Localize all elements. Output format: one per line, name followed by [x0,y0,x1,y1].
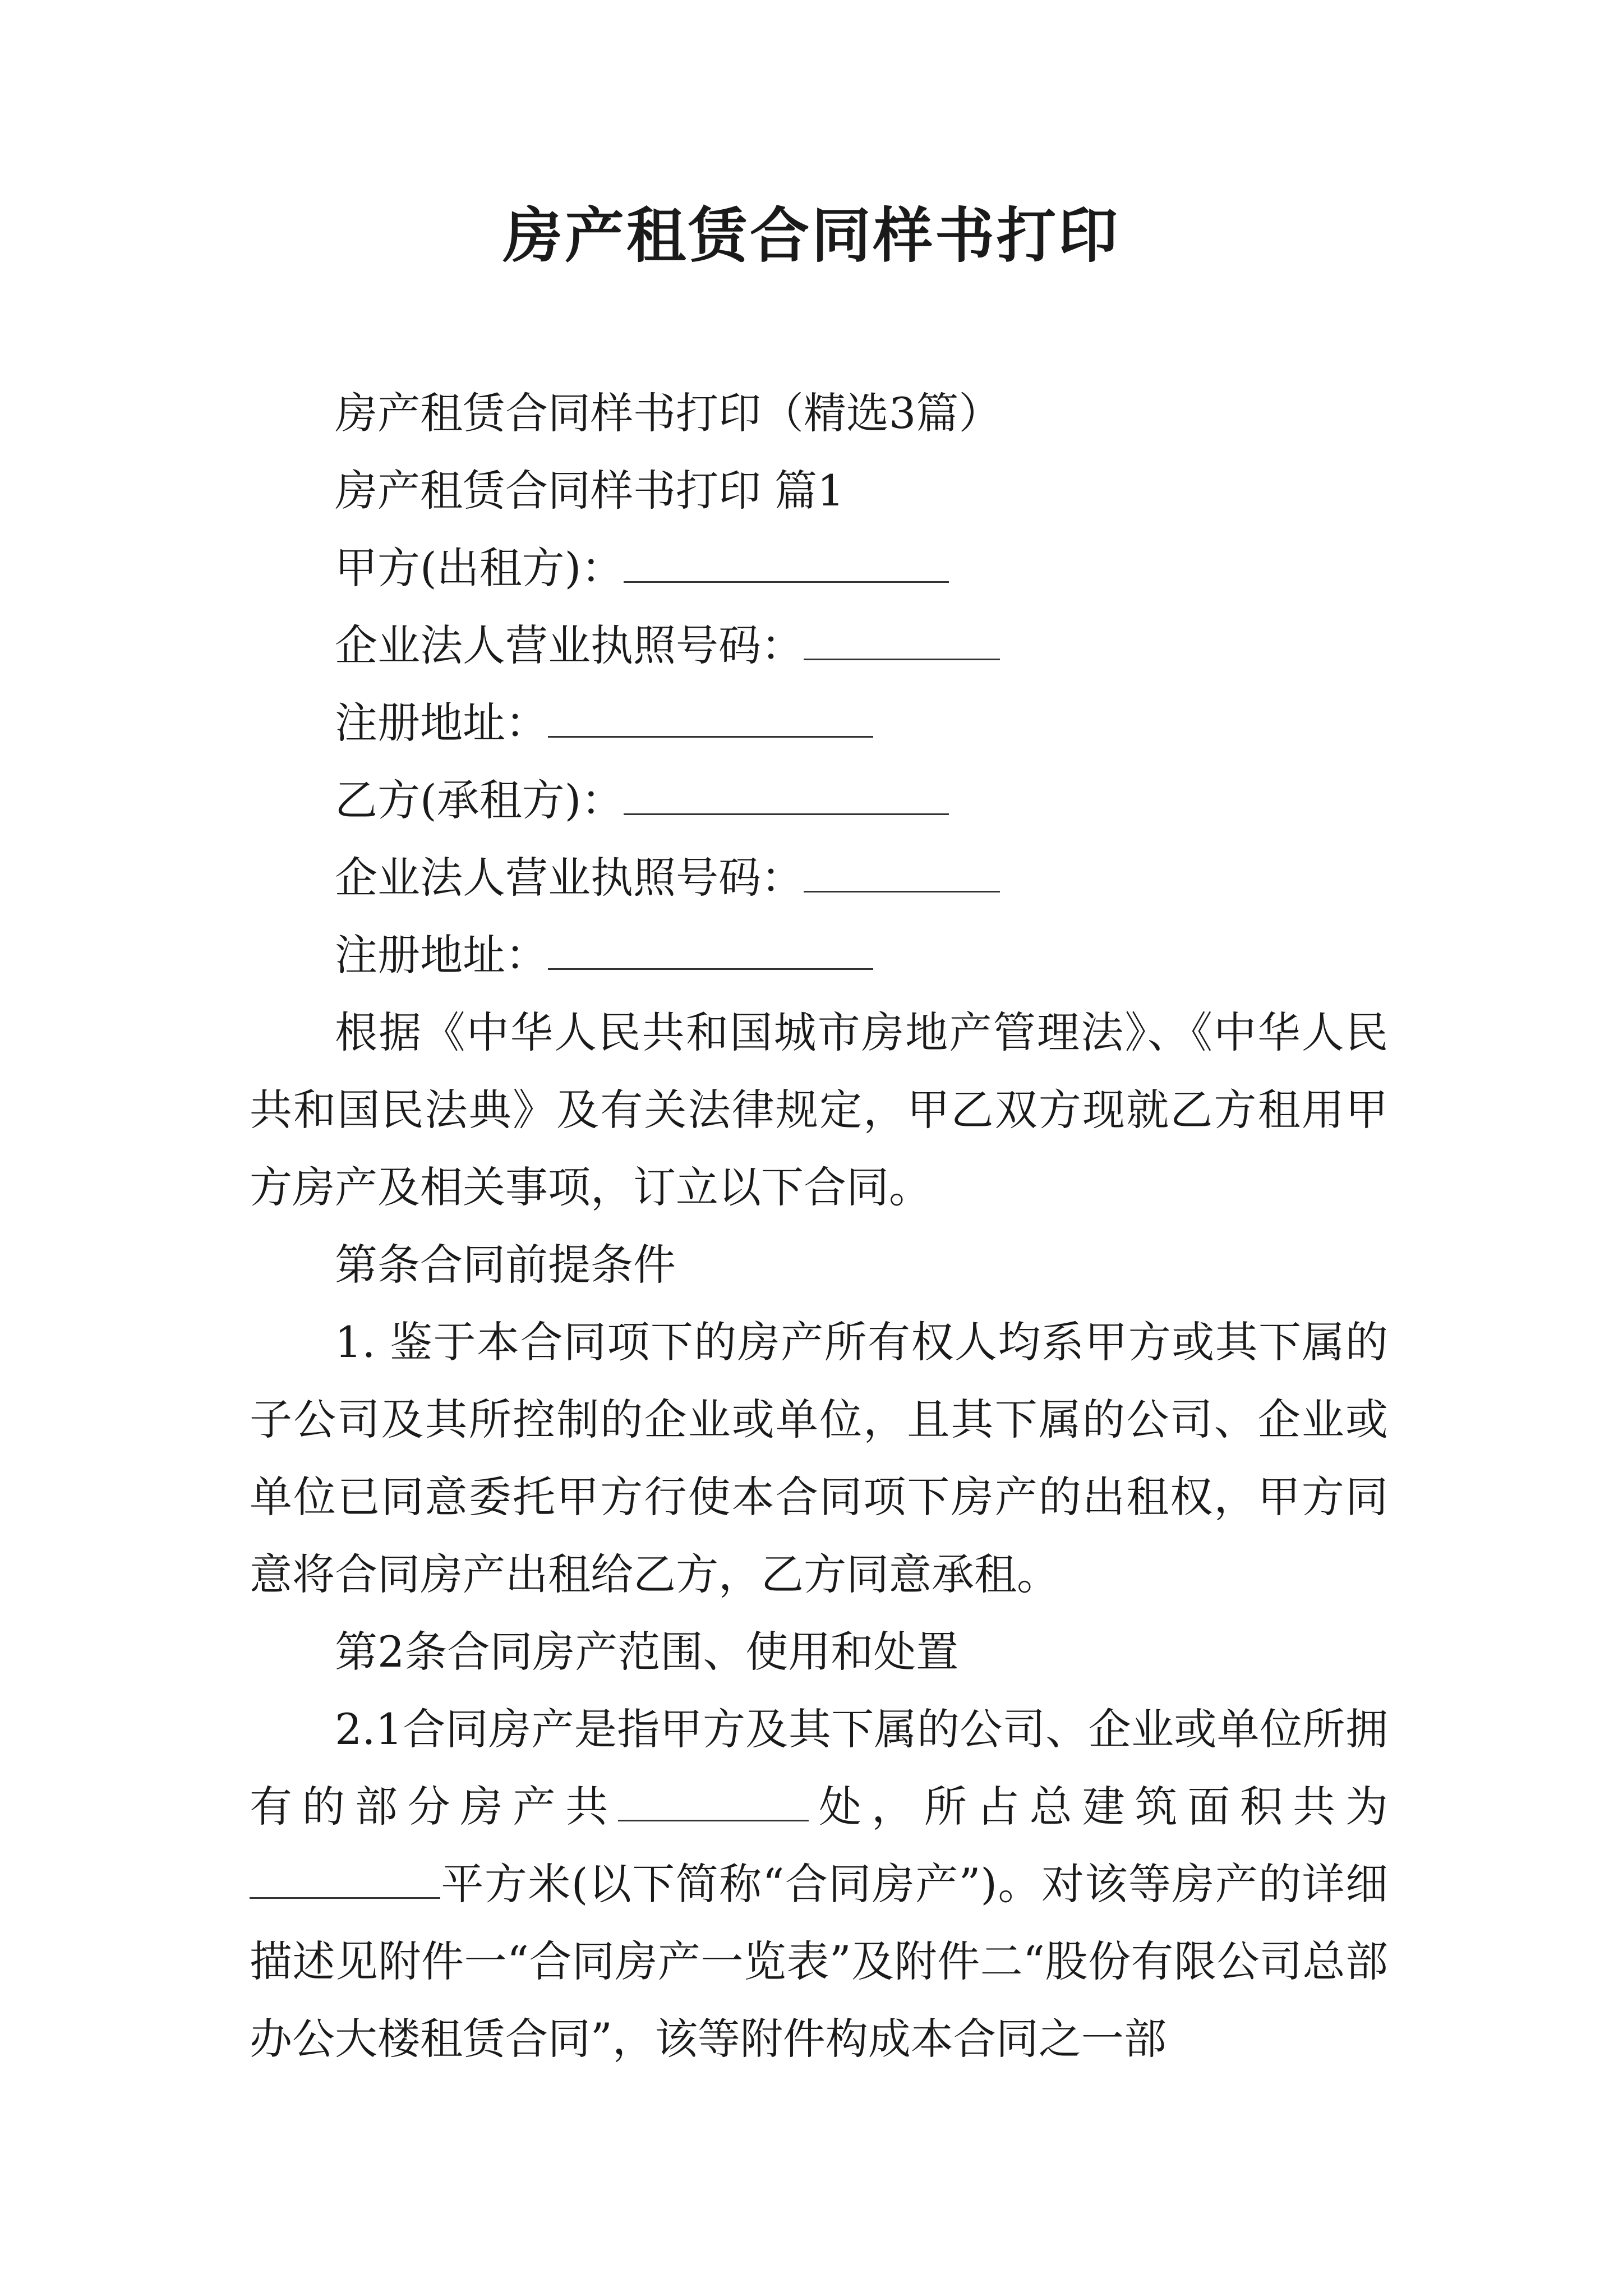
party-b-address-blank [548,935,873,970]
party-a-address-line: 注册地址： [250,684,1388,762]
party-a-license-line: 企业法人营业执照号码： [250,607,1388,684]
party-a-blank [624,547,949,583]
document-title: 房产租赁合同样书打印 [503,200,1120,270]
section-heading: 房产租赁合同样书打印 篇1 [335,466,845,516]
party-b-license-line: 企业法人营业执照号码： [250,839,1388,917]
property-count-blank [618,1786,809,1821]
party-b-license-blank [804,857,1000,892]
party-b-address-line: 注册地址： [250,917,1388,994]
party-b-blank [624,780,949,815]
party-a-line: 甲方(出租方)： [250,530,1388,607]
party-a-address-blank [548,702,873,738]
party-a-license-blank [804,625,1000,660]
article-heading: 第条合同前提条件 [335,1240,676,1290]
preamble-paragraph: 根据《中华人民共和国城市房地产管理法》、《中华人民共和国民法典》及有关法律规定，甲乙双方现就乙方租用甲方房产及相关事项，订立以下合同。 [250,1007,1388,1212]
article-2-heading: 第2条合同房产范围、使用和处置 [335,1627,959,1677]
document-body [250,375,1388,2078]
clause-2-1-paragraph: 2.1合同房产是指甲方及其下属的公司、企业或单位所拥有的部分房产共 处，所占总建筑面积共为平方米(以下简称“合同房产”)。对该等房产的详细描述见附件一“合同房产一览表”及附件二“股份有限公司总部办公大楼租赁合同”，该等附件构成本合同之一部 [250,1704,1389,2064]
area-blank [250,1864,440,1899]
clause-1-paragraph: 1. 鉴于本合同项下的房产所有权人均系甲方或其下属的子公司及其所控制的企业或单位，且其下属的公司、企业或单位已同意委托甲方行使本合同项下房产的出租权，甲方同意将合同房产出租给乙方，乙方同意承租。 [250,1317,1388,1599]
party-b-line: 乙方(承租方)： [250,762,1388,839]
subtitle-line: 房产租赁合同样书打印（精选3篇） [335,388,1002,438]
